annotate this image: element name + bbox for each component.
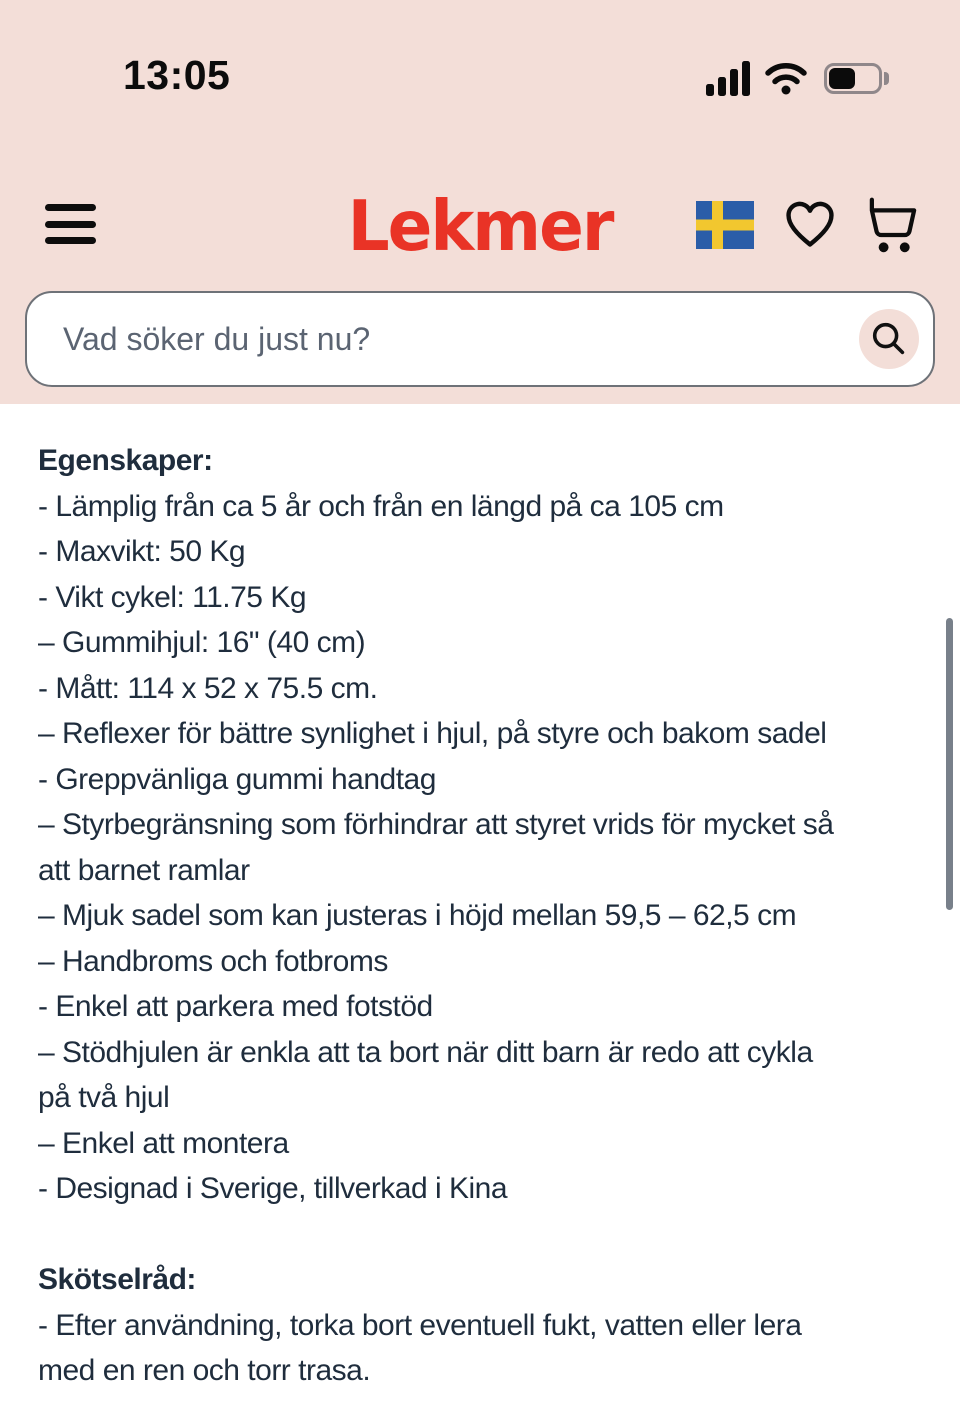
status-icons [706,58,882,98]
spec-line: – Enkel att montera [38,1126,289,1160]
spec-line: att barnet ramlar [38,853,250,887]
cart-button[interactable] [866,196,920,254]
spec-line: – Stödhjulen är enkla att ta bort när ditt barn är redo att cykla [38,1035,813,1069]
search-icon [870,320,908,358]
section-heading-skotselrad: Skötselråd: [38,1263,196,1296]
spec-line: – Reflexer för bättre synlighet i hjul, på styre och bakom sadel [38,717,827,750]
search-input[interactable] [27,293,859,385]
product-specifications [38,404,943,1394]
spec-line: - Lämplig från ca 5 år och från en längd på ca 105 cm [38,489,724,523]
sweden-flag-icon [696,201,754,249]
battery-icon [824,63,882,94]
wishlist-button[interactable] [784,201,836,249]
header-actions [696,196,920,254]
spec-line: - Maxvikt: 50 Kg [38,535,246,568]
status-time: 13:05 [123,52,231,98]
spec-line: – Handbroms och fotbroms [38,944,388,978]
spec-line: – Mjuk sadel som kan justeras i höjd mellan 59,5 – 62,5 cm [38,899,797,932]
section-heading-egenskaper: Egenskaper: [38,444,213,477]
app-header [0,0,960,404]
spec-line: - Vikt cykel: 11.75 Kg [38,580,307,614]
spec-line: – Gummihjul: 16" (40 cm) [38,626,366,659]
spec-line: på två hjul [38,1081,170,1114]
heart-icon [784,201,836,249]
spec-line: - Greppvänliga gummi handtag [38,762,436,796]
spec-line: - Mått: 114 x 52 x 75.5 cm. [38,671,378,705]
cart-icon [866,196,920,254]
spec-line: - Designad i Sverige, tillverkad i Kina [38,1172,508,1205]
spec-line: - Enkel att parkera med fotstöd [38,990,433,1023]
scrollbar-thumb[interactable] [946,618,953,910]
care-line: med en ren och torr trasa. [38,1354,371,1387]
section-gap [38,1212,943,1258]
cellular-signal-icon [706,60,750,96]
search-bar [25,291,935,387]
lekmer-logo[interactable]: Lekmer [347,186,613,267]
care-line: - Efter användning, torka bort eventuell fukt, vatten eller lera [38,1308,802,1342]
spec-line: – Styrbegränsning som förhindrar att styret vrids för mycket så [38,808,834,841]
wifi-icon [764,61,808,95]
search-button[interactable] [859,309,919,369]
language-flag-button[interactable] [696,201,754,249]
